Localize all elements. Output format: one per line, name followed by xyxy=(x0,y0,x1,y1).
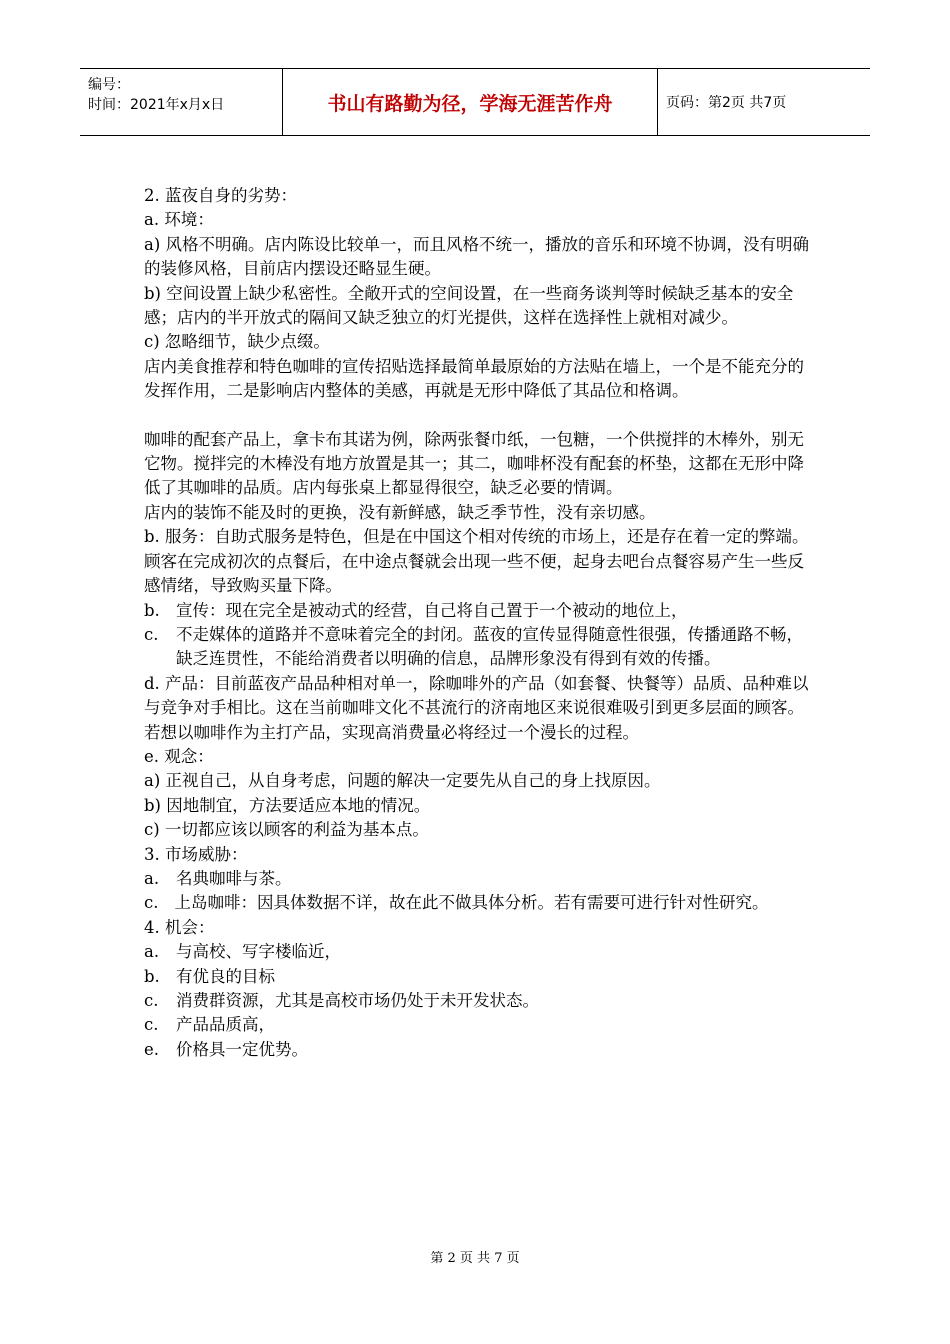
paragraph: c) 一切都应该以顾客的利益为基本点。 xyxy=(144,820,429,840)
list-text: 有优良的目标 xyxy=(176,966,275,986)
paragraph xyxy=(144,891,812,915)
list-text: 与高校、写字楼临近， xyxy=(176,942,341,962)
header-meta xyxy=(80,69,282,135)
list-item xyxy=(144,1013,812,1037)
document-time-label: 时间：2021年x月x日 xyxy=(88,97,225,113)
list-marker: b. xyxy=(144,600,160,620)
paragraph: c) 忽略细节，缺少点缀。 xyxy=(144,332,330,352)
document-body xyxy=(144,184,812,1062)
list-marker: a. xyxy=(144,942,160,962)
sub-heading: e. 观念： xyxy=(144,746,214,766)
list-item xyxy=(144,940,812,964)
paragraph: 咖啡的配套产品上，拿卡布其诺为例，除两张餐巾纸，一包糖，一个供搅拌的木棒外，别无它物。搅拌完的木棒没有地方放置是其一；其二，咖啡杯没有配套的杯垫，这都在无形中降低了其咖啡的品质。店内每张桌上都显得很空，缺乏必要的情调。 xyxy=(144,429,804,498)
section-heading: 2. 蓝夜自身的劣势： xyxy=(144,186,297,205)
list-marker: c. xyxy=(144,991,159,1010)
list-item xyxy=(144,867,812,891)
paragraph: b) 空间设置上缺少私密性。全敞开式的空间设置，在一些商务谈判等时候缺乏基本的安全感；店内的半开放式的隔间又缺乏独立的灯光提供，这样在选择性上就相对减少。 xyxy=(144,283,794,328)
paragraph: b) 因地制宜，方法要适应本地的情况。 xyxy=(144,795,431,815)
blank-line xyxy=(144,404,812,428)
list-text: 产品品质高， xyxy=(176,1015,275,1035)
list-text: 消费群资源，尤其是高校市场仍处于未开发状态。 xyxy=(176,991,539,1010)
document-number-label: 编号： xyxy=(88,77,130,93)
paragraph: 店内的装饰不能及时的更换，没有新鲜感，缺乏季节性，没有亲切感。 xyxy=(144,502,656,522)
paragraph: 店内美食推荐和特色咖啡的宣传招贴选择最简单最原始的方法贴在墙上，一个是不能充分的发挥作用，二是影响店内整体的美感，再就是无形中降低了其品位和格调。 xyxy=(144,356,804,401)
list-item xyxy=(144,989,812,1013)
list-marker: a. xyxy=(144,868,160,888)
paragraph: a) 正视自己，从自身考虑，问题的解决一定要先从自己的身上找原因。 xyxy=(144,771,661,791)
page-footer: 第 2 页 共 7 页 xyxy=(430,1251,520,1266)
list-marker: b. xyxy=(144,966,160,986)
list-marker: e. xyxy=(144,1039,160,1059)
list-item xyxy=(144,599,812,623)
paragraph: d. 产品：目前蓝夜产品品种相对单一，除咖啡外的产品（如套餐、快餐等）品质、品种难以与竞争对手相比。这在当前咖啡文化不甚流行的济南地区来说很难吸引到更多层面的顾客。若想以咖啡作为主打产品，实现高消费量必将经过一个漫长的过程。 xyxy=(144,673,809,742)
section-heading: 3. 市场威胁： xyxy=(144,844,248,864)
list-text: 价格具一定优势。 xyxy=(176,1039,308,1059)
list-item xyxy=(144,623,812,672)
list-item xyxy=(144,1038,812,1062)
header-motto: 书山有路勤为径，学海无涯苦作舟 xyxy=(282,69,658,135)
sub-heading: a. 环境： xyxy=(144,210,214,230)
section-heading: 4. 机会： xyxy=(144,917,215,937)
list-text: 上岛咖啡：因具体数据不详，故在此不做具体分析。若有需要可进行针对性研究。 xyxy=(174,893,769,913)
paragraph: a) 风格不明确。店内陈设比较单一，而且风格不统一，播放的音乐和环境不协调，没有明确的装修风格，目前店内摆设还略显生硬。 xyxy=(144,234,810,279)
page-header xyxy=(80,68,870,136)
list-text: 不走媒体的道路并不意味着完全的封闭。蓝夜的宣传显得随意性很强，传播通路不畅，缺乏连贯性，不能给消费者以明确的信息，品牌形象没有得到有效的传播。 xyxy=(176,624,803,669)
paragraph: b. 服务：自助式服务是特色，但是在中国这个相对传统的市场上，还是存在着一定的弊端。顾客在完成初次的点餐后，在中途点餐就会出现一些不便，起身去吧台点餐容易产生一些反感情绪，导致购买量下降。 xyxy=(144,527,809,596)
list-marker: c. xyxy=(144,893,159,913)
list-text: 名典咖啡与茶。 xyxy=(176,868,292,888)
list-item xyxy=(144,965,812,989)
list-marker: c. xyxy=(144,1015,159,1035)
list-marker: c. xyxy=(144,624,159,644)
header-page-info: 页码：第2页 共7页 xyxy=(666,95,787,111)
list-text: 宣传：现在完全是被动式的经营，自己将自己置于一个被动的地位上， xyxy=(176,600,688,620)
